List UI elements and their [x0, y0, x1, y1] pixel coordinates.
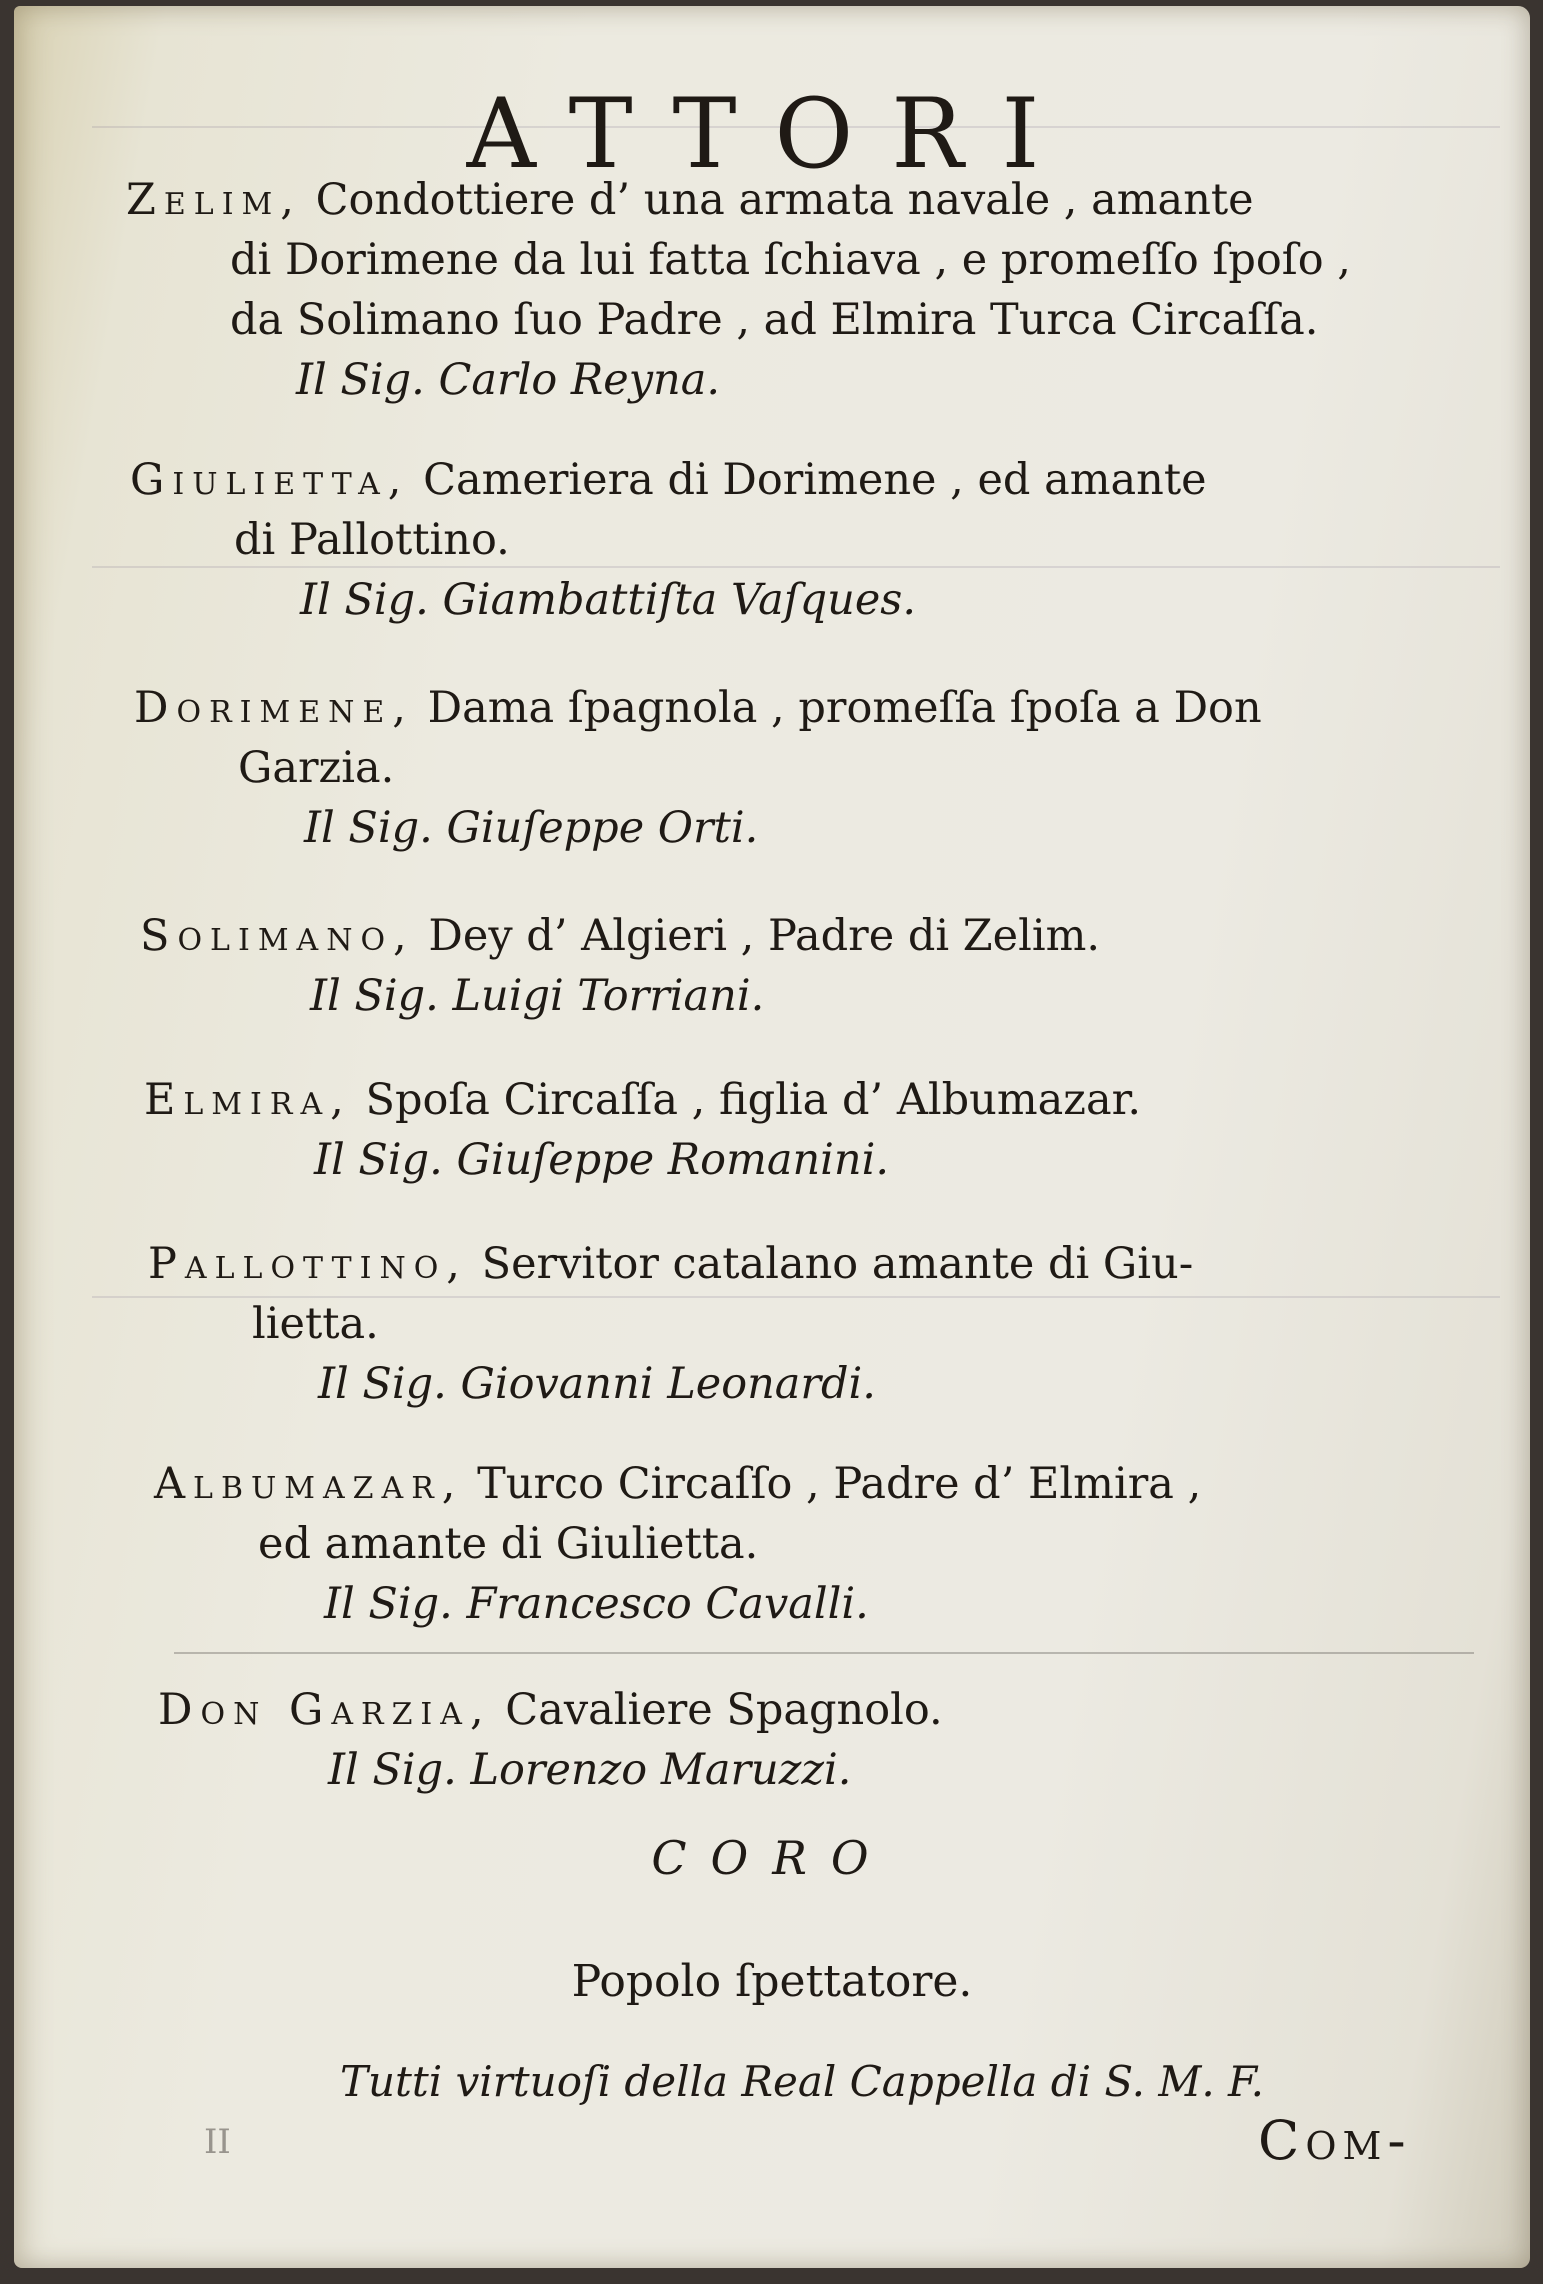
book-page — [14, 6, 1530, 2268]
performer-name: Il Sig. Francesco Cavalli. — [324, 1579, 869, 1629]
performer-name: Il Sig. Luigi Torriani. — [310, 971, 765, 1021]
character-name: Albumazar, — [154, 1459, 464, 1509]
chorus-description: Popolo ſpettatore. — [571, 1956, 973, 2007]
cast-entry-albumazar — [154, 1454, 1201, 1634]
description-continuation: lietta. — [252, 1299, 379, 1349]
performer-name: Il Sig. Giovanni Leonardi. — [318, 1359, 876, 1409]
character-description: Cameriera di Dorimene , ed amante — [423, 455, 1207, 505]
signature-mark: II — [204, 2122, 231, 2162]
description-continuation: ed amante di Giulietta. — [258, 1519, 759, 1569]
chorus-heading: CORO — [651, 1831, 893, 1885]
character-description: Dey d’ Algieri , Padre di Zelim. — [428, 911, 1101, 961]
character-name: Dorimene, — [134, 683, 414, 733]
cast-entry-dorimene — [134, 678, 1262, 858]
performer-name: Il Sig. Carlo Reyna. — [296, 355, 720, 405]
description-continuation: di Pallottino. — [234, 515, 510, 565]
description-continuation: Garzia. — [238, 743, 395, 793]
performer-name: Il Sig. Giuſeppe Orti. — [304, 803, 759, 853]
divider-rule — [174, 1652, 1474, 1654]
character-name: Solimano, — [140, 911, 415, 961]
description-continuation: di Dorimene da lui fatta ſchiava , e promeſſo ſpoſo , — [230, 235, 1351, 285]
performers-note: Tutti virtuoſi della Real Cappella di S. M. F. — [339, 2057, 1265, 2106]
description-continuation: da Solimano ſuo Padre , ad Elmira Turca Circaſſa. — [230, 295, 1319, 345]
performer-name: Il Sig. Lorenzo Maruzzi. — [328, 1745, 852, 1795]
character-name: Don Garzia, — [158, 1685, 492, 1735]
character-description: Cavaliere Spagnolo. — [505, 1685, 943, 1735]
character-description: Turco Circaſſo , Padre d’ Elmira , — [477, 1459, 1202, 1509]
character-name: Zelim, — [126, 175, 302, 225]
cast-entry-solimano — [140, 906, 1100, 1026]
performer-name: Il Sig. Giuſeppe Romanini. — [314, 1135, 890, 1185]
cast-entry-don-garzia — [158, 1680, 943, 1800]
character-name: Giulietta, — [130, 455, 410, 505]
cast-entry-pallottino — [148, 1234, 1193, 1414]
character-description: Spoſa Circaſſa , figlia d’ Albumazar. — [365, 1075, 1142, 1125]
catchword: Com- — [1258, 2109, 1412, 2172]
performer-name: Il Sig. Giambattiſta Vaſques. — [300, 575, 917, 625]
character-description: Dama ſpagnola , promeſſa ſpoſa a Don — [427, 683, 1262, 733]
character-name: Elmira, — [144, 1075, 352, 1125]
character-name: Pallottino, — [148, 1239, 468, 1289]
page-heading: ATTORI — [466, 78, 1078, 191]
cast-entry-giulietta — [130, 450, 1207, 630]
character-description: Condottiere d’ una armata navale , amante — [315, 175, 1254, 225]
cast-entry-zelim — [126, 170, 1351, 410]
cast-entry-elmira — [144, 1070, 1141, 1190]
character-description: Servitor catalano amante di Giu- — [481, 1239, 1194, 1289]
